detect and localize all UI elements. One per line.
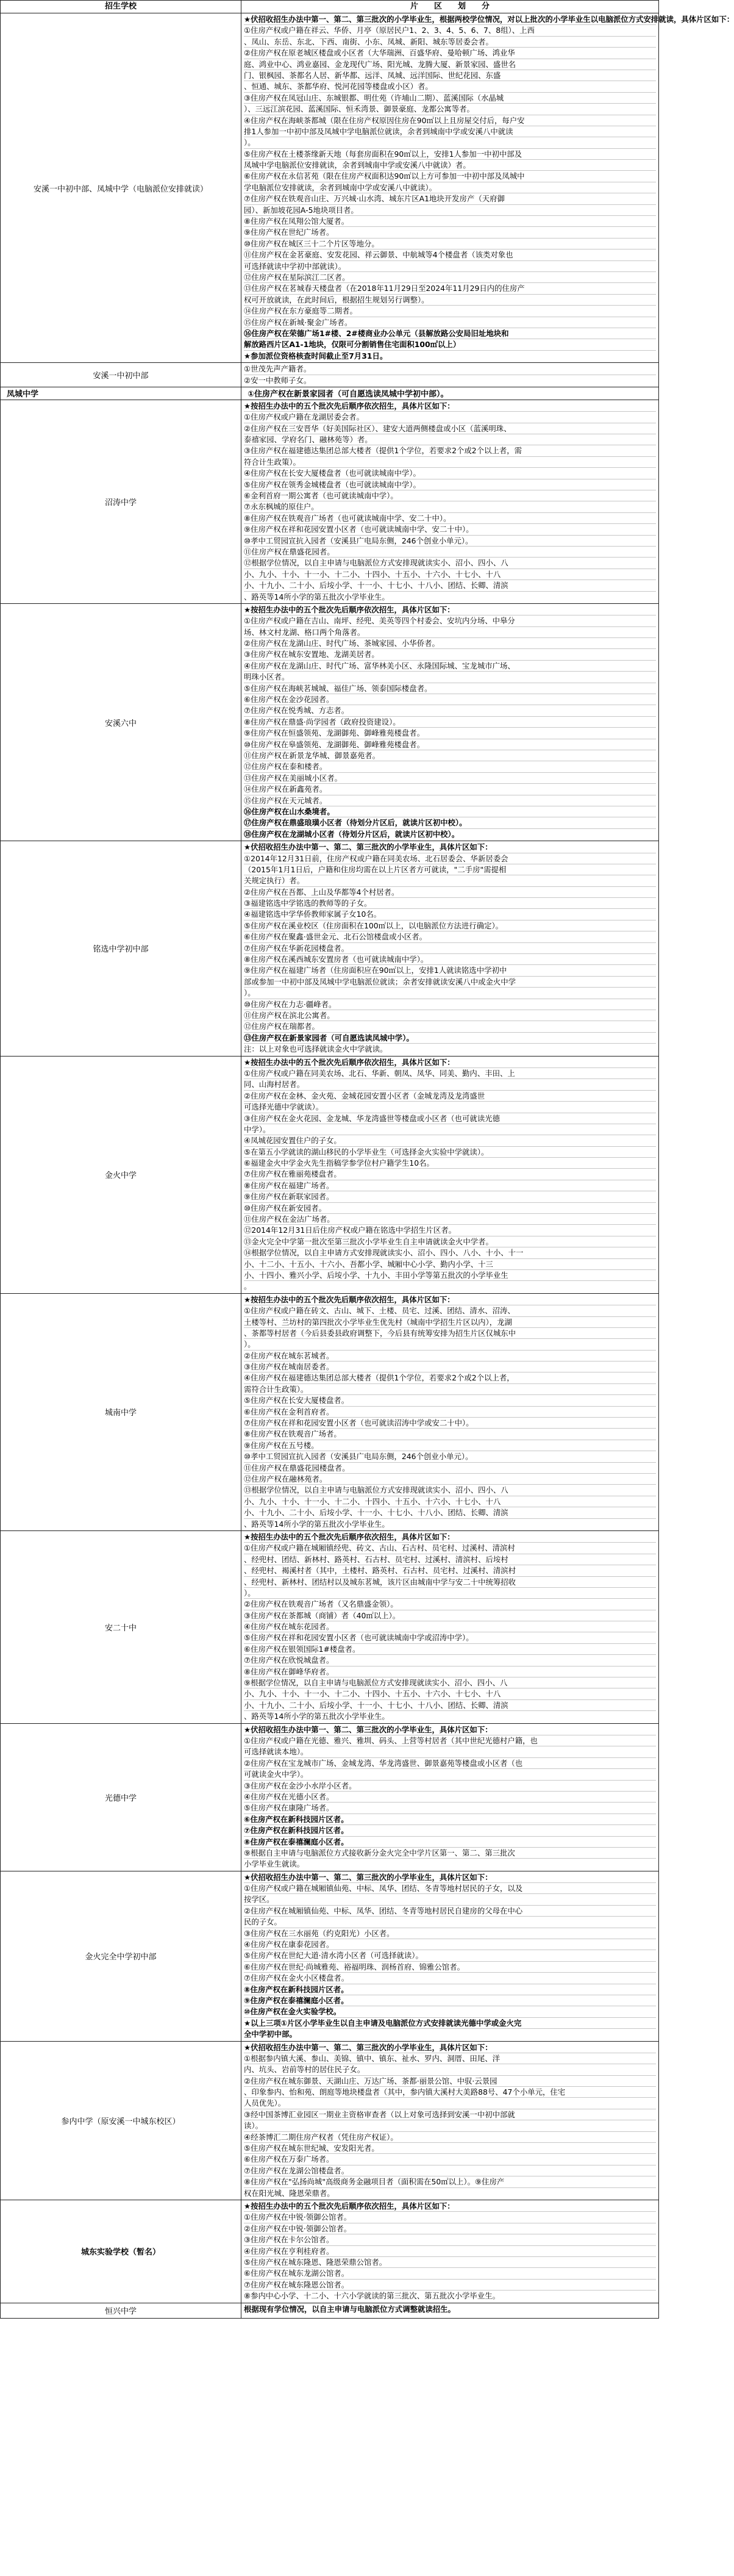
- district-line: ⑧住房产权在新科技园片区者。: [244, 1984, 656, 1995]
- district-line: ⑧住房产权在鼎盛·尚学园者（政府投资建设）。: [244, 717, 656, 728]
- district-line: ⑥住房产权在金沙花园者。: [244, 694, 656, 705]
- district-line: 凤城中学电脑派位安排就读，余者到城南中学或安溪八中就读）者。: [244, 160, 656, 171]
- section-district-text: ①住房产权在新景家园者（可自愿选读凤城中学初中部）。: [241, 387, 659, 400]
- district-line: ③经中国茶博汇业园区一期业主资格审查者（以上对象可选择到安溪一中初中部就: [244, 2109, 656, 2120]
- district-line: ★按招生办法中的五个批次先后顺序依次招生，具体片区如下：: [244, 2201, 656, 2212]
- district-cell: [241, 841, 659, 1056]
- district-line: 权可开放就读，在此时间后，根据招生规划另行调整）。: [244, 295, 656, 306]
- district-line: ⑦住房产权在城东隆恩公馆者。: [244, 2280, 656, 2291]
- school-name: 沼涛中学: [1, 400, 241, 603]
- district-line: 内、坑头、岩前等村的居住民子女。: [244, 2064, 656, 2075]
- district-line: 按学区。: [244, 1894, 656, 1905]
- district-line: 排1人参加一中初中部及凤城中学电脑派位就读，余者到城南中学或安溪八中就读: [244, 126, 656, 137]
- district-line: ⑪住房产权在鼎盛花园楼盘者。: [244, 1463, 656, 1474]
- district-line: 、凤山、东岳、东北、下西、南街、小东、凤城、新阳、城东等居委会者。: [244, 37, 656, 48]
- district-line: ⑫住房产权在瑞都者。: [244, 1021, 656, 1032]
- school-name: 光德中学: [1, 1723, 241, 1871]
- district-line: ⑦住房产权在悦秀城、方志者。: [244, 705, 656, 716]
- district-line: ⑨住房产权在新联家园者。: [244, 1191, 656, 1202]
- district-line: ⑮住房产权在天元城者。: [244, 795, 656, 806]
- district-line: ★伏招收招生办法中第一、第二、第三批次的小学毕业生，具体片区如下：: [244, 1872, 656, 1883]
- school-name: 铭选中学初中部: [1, 841, 241, 1056]
- district-line: ）。: [244, 137, 656, 148]
- table-row: [1, 2303, 659, 2318]
- district-line: ①住房产权或户籍在砖文、古山、城下、土楼、员宅、过溪、团结、清水、沼涛、: [244, 1305, 656, 1316]
- district-line: ⑧住房产权在凤翔公馆大厦者。: [244, 216, 656, 227]
- district-line: ⑩孝中工贸园宣抗入园者（安溪县广电局东侧，246个创业小单元）。: [244, 536, 656, 547]
- district-line: 、路英等14所小学的第五批次小学毕业生。: [244, 1712, 390, 1721]
- district-line: ⑫住房产权在泰和楼者。: [244, 761, 656, 772]
- school-name: 安溪一中初中部: [1, 363, 241, 387]
- district-line: ②住房产权在吾都、上山及华都等4个村居者。: [244, 887, 656, 898]
- table-row: [1, 841, 659, 1056]
- district-line: ★参加派位资格核查时间截止至7月31日。: [244, 351, 388, 361]
- table-row: [1, 1723, 659, 1871]
- school-name: 金火中学: [1, 1056, 241, 1293]
- district-line: ③住房产权在金火花园、金龙城、华龙湾盛世等楼盘或小区者（也可就读光德: [244, 1113, 656, 1124]
- school-name: 安溪六中: [1, 603, 241, 841]
- district-line: ①住房产权或户籍在城厢镇仙苑、中标、凤华、团结、冬青等地村居民的子女，以及: [244, 1883, 656, 1894]
- header-district: 片 区 划 分: [241, 1, 659, 13]
- district-line: ★以上三项①片区小学毕业生以自主申请及电脑派位方式安排就读光德中学或金火完: [244, 2018, 656, 2029]
- table-header-row: [1, 1, 659, 13]
- district-line: ★按招生办法中的五个批次先后顺序依次招生，具体片区如下：: [244, 1532, 656, 1543]
- district-cell: [241, 2303, 659, 2318]
- district-line: ①世茂先声产籍者。: [244, 364, 656, 375]
- district-line: ②住房产权在宝龙城市广场、金城龙湾、华龙湾盛世、御景嘉苑等楼盘或小区者（也: [244, 1758, 656, 1769]
- district-line: 民的子女。: [244, 1917, 656, 1928]
- district-line: ④住房产权在海峡茶都城（限在住房产权原因住房在90㎡以上且房屋交付后，每户安: [244, 115, 656, 126]
- district-line: ⑨根据自主申请与电脑派位方式接收新分金火完全中学片区第一、第二、第三批次: [244, 1848, 656, 1859]
- district-line: 土楼等村、兰坊村的第四批次小学毕业生优先村（城南中学招生片区以内），龙湖: [244, 1317, 656, 1328]
- district-line: （2015年1月1日后，户籍和住房均需在以上片区者方可就读，"二手房"需提相: [244, 864, 656, 875]
- district-line: ⑤住房产权在世纪大道·清水湾小区者（可选择就读）。: [244, 1950, 656, 1961]
- school-name: 城南中学: [1, 1293, 241, 1530]
- district-cell: [241, 1293, 659, 1530]
- district-line: ④住房产权在亨利桂府者。: [244, 2246, 656, 2257]
- district-line: ①住房产权在中锐·领御公馆者。: [244, 2212, 656, 2223]
- district-line: ）、三远江滨花园、蓝溪国际、恒禾湾景、御景豪庭、龙都公寓等者。: [244, 104, 656, 115]
- district-line: ⑧住房产权在福建广场者。: [244, 1180, 656, 1191]
- district-line: ④住房产权在龙湖山庄、时代广场、富华林美小区、永隆国际城、宝龙城市广场、: [244, 661, 656, 672]
- header-school: 招生学校: [1, 1, 241, 13]
- district-line: 、路英等14所小学的第五批次小学毕业生。: [244, 592, 390, 601]
- district-line: 、印象参内、怡和苑、朗庭等地块楼盘者（其中，参内镇大溪村大美路88号、47个小单元，住宅: [244, 2087, 656, 2098]
- district-line: ⑬金火完全中学第一批次至第三批次小学毕业生自主申请就读金火中学者。: [244, 1236, 656, 1247]
- district-line: ②安一中教师子女。: [244, 375, 312, 385]
- district-line: 可选择光德中学就读）。: [244, 1102, 656, 1113]
- district-line: ⑨根据学位情况，以自主申请与电脑派位方式安排现就读实小、沼小、四小、八: [244, 1677, 656, 1688]
- district-line: ⑥住房产权在金利首府者。: [244, 1407, 656, 1418]
- district-line: ③住房产权在卡尔公馆者。: [244, 2234, 656, 2245]
- table-row: [1, 1293, 659, 1530]
- district-line: 小、十九小、二十小、后垵小学、十一小、十七小、十八小、团结、长卿、清滨: [244, 1507, 656, 1518]
- district-line: ④福建铭选中学华侨教师家属子女10名。: [244, 909, 656, 920]
- district-line: ⑯住房产权在荣德广场1#楼、2#楼商业办公单元（县解放路公安局旧址地块和: [244, 328, 656, 339]
- district-line: ④住房产权在长安大厦楼盘者（也可就读城南中学）。: [244, 468, 656, 479]
- district-line: 明珠小区者。: [244, 672, 656, 683]
- district-line: ⑦住房产权在欣悦城盘者。: [244, 1655, 656, 1666]
- district-cell: [241, 1056, 659, 1293]
- section-school-name: 凤城中学: [1, 387, 241, 400]
- district-line: ⑦永东枫城的原住户。: [244, 501, 656, 512]
- district-line: 全中学初中部。: [244, 2029, 297, 2039]
- district-line: ）。: [244, 1588, 656, 1599]
- district-line: ⑱住房产权在龙湖城小区者（待划分片区后，就读片区初中校）。: [244, 829, 460, 839]
- district-line: ⑭根据学位情况，以自主申请方式安排现就读实小、沼小、四小、八小、十小、十一: [244, 1247, 656, 1258]
- district-line: 部或参加一中初中部及凤城中学电脑派位就读；余者安排就读安溪八中或金火中学: [244, 977, 656, 988]
- table-row: [1, 13, 659, 363]
- district-line: ②住房产权在铁观音广场者（又名鼎盛金领）。: [244, 1599, 656, 1610]
- table-row: [1, 1056, 659, 1293]
- district-line: 根据现有学位情况，以自主申请与电脑派位方式调整就读招生。: [244, 2304, 455, 2314]
- district-line: ⑥住房产权在永信茗苑（限在住房产权面积达90㎡以上方可参加一中初中部及凤城中: [244, 171, 656, 182]
- district-line: ⑧住房产权在泰禧澜庭小区者。: [244, 1837, 656, 1848]
- district-line: 解放路西片区A1-1地块，仅限可分割销售住宅面积100㎡以上）: [244, 339, 656, 350]
- district-line: 、经兜村、褐溪村者（其中，土楼村、路英村、石古村、员宅村、过溪村、清滨村: [244, 1565, 656, 1576]
- district-line: ⑥住房产权在万泰广场者。: [244, 2154, 656, 2165]
- district-line: ③住房产权在三水丽苑（约克阳光）小区者。: [244, 1928, 656, 1939]
- district-cell: [241, 400, 659, 603]
- district-line: ⑪住房产权在新景龙华城、御景嘉苑者。: [244, 750, 656, 761]
- district-line: 小、十二小、十五小、十六小、吾都小学、城厢中心小学、勤内小学、十三: [244, 1259, 656, 1270]
- district-line: 场、林文村龙湖、格口两个角落者。: [244, 627, 656, 638]
- district-line: ④住房产权在光德小区者。: [244, 1792, 656, 1803]
- district-line: ⑫2014年12月31日后住房产权或户籍在铭选中学招生片区者。: [244, 1225, 656, 1236]
- district-cell: [241, 1871, 659, 2041]
- district-cell: [241, 13, 734, 363]
- district-line: ②住房产权在原老城区楼盘或小区者（大华瑞洲、百盛华府、曼哈顿广场、鸿业华: [244, 48, 656, 59]
- district-line: ⑥住房产权在世纪·尚城雅苑、裕福明珠、润杨首府、锦雅公馆者。: [244, 1962, 656, 1973]
- district-line: ②住房产权在中锐·领御公馆者。: [244, 2223, 656, 2234]
- district-line: ⑧住房产权在御峰华府者。: [244, 1667, 656, 1677]
- district-line: ⑥住房产权在城东龙湖公馆者。: [244, 2268, 656, 2279]
- district-line: ★按招生办法中的五个批次先后顺序依次招生，具体片区如下：: [244, 1294, 656, 1305]
- table-row: [1, 363, 659, 387]
- district-line: ⑦住房产权在新科技园片区者。: [244, 1825, 656, 1836]
- district-line: ③住房产权在茶都城（商铺）者（40㎡以上）。: [244, 1610, 656, 1621]
- district-line: 园）、新加坡花园A-5地块项目者。: [244, 205, 656, 216]
- district-line: ①根据参内镇大溪、参山、美锦、镇中、镇东、祉水、罗内、洞厝、田尾、洋: [244, 2053, 656, 2064]
- district-line: ⑪住房产权在金茗豪庭、安发花园、祥云御景、中航城等4个楼盘者（该类对象也: [244, 249, 656, 260]
- district-line: 小、九小、十小、十一小、十二小、十四小、十五小、十六小、十七小、十八: [244, 1688, 656, 1699]
- district-line: ⑭住房产权在新鑫苑者。: [244, 784, 656, 795]
- school-name: 恒兴中学: [1, 2303, 241, 2318]
- district-line: ⑨住房产权在五号楼。: [244, 1440, 656, 1451]
- district-line: ⑫住房产权在星际滨江二区者。: [244, 272, 656, 283]
- district-line: ②住房产权在三安晋华（好美国际社区）、建安大道两侧楼盘或小区（蓝溪明珠、: [244, 423, 656, 434]
- district-line: ①住房产权或户籍在光德、雅兴、雅圳、码头、上营等村居者（其中世纪光德村户籍，也: [244, 1735, 656, 1746]
- district-line: ⑩住房产权在城区三十二个片区等地分。: [244, 239, 656, 249]
- district-line: ⑬住房产权在美丽城小区者。: [244, 773, 656, 784]
- district-line: ②住房产权在城厢镇仙苑、中标、凤华、团结、冬青等地村居民自建房的父母在中心: [244, 1906, 656, 1917]
- district-line: 学电脑派位安排就读，余者到城南中学或安溪八中就读）。: [244, 182, 656, 193]
- school-name: 城东实验学校（暂名）: [1, 2200, 241, 2303]
- district-line: ⑤住房产权在领秀金城楼盘者（也可就读城南中学）。: [244, 479, 656, 490]
- district-line: ⑦住房产权在金火小区楼盘者。: [244, 1973, 656, 1984]
- district-line: ①住房产权或户籍在城厢镇经兜、砖文、古山、石古村、员宅村、过溪村、清滨村: [244, 1543, 656, 1554]
- district-line: ⑧参内中心小学、十二小、十六小学就读的第三批次、第五批次小学毕业生。: [244, 2291, 500, 2301]
- district-line: ④住房产权在福建德达集团总部大楼者（提供1个学位，若要求2个或2个以上者，: [244, 1372, 656, 1383]
- district-line: ⑧住房产权在溪西城东安置房者（也可就读城南中学）。: [244, 954, 656, 965]
- district-line: ⑰住房产权在鼎盛琅璜小区者（待划分片区后，就读片区初中校）。: [244, 817, 656, 828]
- district-line: ⑤住房产权在城东世纪城、安发阳光者。: [244, 2143, 656, 2154]
- district-line: ⑤住房产权在溪业校区（住房面积在100㎡以上，以电脑派位方法进行确定）。: [244, 920, 656, 931]
- district-line: ⑩孝中工贸园宣抗入园者（安溪县广电局东侧，246个创业小单元）。: [244, 1451, 656, 1462]
- district-line: ③住房产权在福建德达集团总部大楼者（提供1个学位，若要求2个或2个以上者，需: [244, 445, 656, 456]
- district-line: 、恒通、城东、茶都华府、悦河花园等楼盘或小区）者。: [244, 81, 656, 92]
- district-line: 小、十九小、二十小、后垵小学、十一小、十七小、十八小、团结、长卿、清滨: [244, 1700, 656, 1711]
- district-line: 泰禧家园、学府名门、融林苑等）者。: [244, 434, 656, 445]
- district-line: ③住房产权在城南居委者。: [244, 1362, 656, 1372]
- district-line: ★按招生办法中的五个批次先后顺序依次招生，具体片区如下：: [244, 1057, 656, 1068]
- district-line: ⑥住房产权在银领国际1#楼盘者。: [244, 1644, 656, 1655]
- district-line: ⑩住房产权在力志·疆峰者。: [244, 999, 656, 1010]
- table-row: [1, 1871, 659, 2041]
- school-name: 安二十中: [1, 1530, 241, 1723]
- district-line: ⑯住房产权在山水桑境者。: [244, 806, 656, 817]
- table-row: [1, 603, 659, 841]
- district-line: ⑧住房产权在铁观音广场者。: [244, 1429, 656, 1440]
- table-row: [1, 1530, 659, 1723]
- district-line: ③住房产权在金沙小水岸小区者。: [244, 1781, 656, 1792]
- district-line: ⑫根据学位情况，以自主申请与电脑派位方式安排现就读实小、沼小、四小、八: [244, 558, 656, 569]
- table-row: [1, 2041, 659, 2200]
- district-cell: [241, 363, 659, 387]
- district-line: ★按招生办法中的五个批次先后顺序依次招生，具体片区如下：: [244, 605, 656, 615]
- district-line: ①住房产权或户籍在同美农场、北石、华新、朝凤、凤华、同美、勤内、丰田、上: [244, 1068, 656, 1079]
- district-line: ④住房产权在城东花园者。: [244, 1621, 656, 1632]
- district-line: ★伏招收招生办法中第一、第二、第三批次的小学毕业生，具体片区如下：: [244, 2042, 656, 2053]
- district-line: ②住房产权在金林、金火苑、金城花园安置小区者（金城龙湾及龙湾盛世: [244, 1091, 656, 1102]
- district-line: ⑮住房产权在新城·聚金广场者。: [244, 317, 656, 328]
- district-line: ⑦住房产权在祥和花园安置小区者（也可就读沼涛中学或安二十中）。: [244, 1418, 656, 1429]
- table-row: [1, 2200, 659, 2303]
- district-line: 、经兜村、新林村、团结村以及城东茗城，该片区由城南中学与安二十中统筹招收: [244, 1577, 656, 1588]
- school-name: 金火完全中学初中部: [1, 1871, 241, 2041]
- district-line: ②住房产权在城东茗城者。: [244, 1351, 656, 1362]
- district-line: ⑤住房产权在土楼茶缘新天地（每套房面积在90㎡以上，安排1人参加一中初中部及: [244, 149, 656, 160]
- district-line: 读）。: [244, 2120, 656, 2131]
- district-line: ①住房产权或户籍在吉山、南坪、经兜、美英等四个村委会、安坑内分场、中皋分: [244, 615, 656, 626]
- district-line: 可选择就读本地）。: [244, 1746, 656, 1757]
- section-header-row: [1, 387, 659, 400]
- district-line: ①2014年12月31日前，住房产权或户籍在同美农场、北石居委会、华新居委会: [244, 853, 656, 864]
- district-line: 可就读金火中学）。: [244, 1769, 656, 1780]
- district-line: 需符合计生政策）。: [244, 1384, 656, 1395]
- district-line: ⑪住房产权在滨北公寓者。: [244, 1010, 656, 1021]
- district-line: ⑩住房产权在新安园者。: [244, 1203, 656, 1214]
- district-line: ）。: [244, 1339, 656, 1350]
- district-line: 中学）。: [244, 1124, 656, 1135]
- district-line: 、茶都等村居者（今后县委县政府调整下，今后县有统筹安排为招生片区仅城东中: [244, 1328, 656, 1339]
- district-line: ）。: [244, 988, 656, 999]
- district-line: ④凤城花园安置住户的子女。: [244, 1135, 656, 1146]
- district-line: 、路英等14所小学的第五批次小学毕业生。: [244, 1519, 390, 1529]
- district-line: ⑨住房产权在祥和花园安置小区者（也可就读城南中学、安二十中）。: [244, 524, 656, 535]
- district-line: ⑨住房产权在世纪广场者。: [244, 227, 656, 238]
- district-line: 注：以上对象也可选择就读金火中学就读。: [244, 1044, 388, 1054]
- district-line: ⑥金利首府一期公寓者（也可就读城南中学）。: [244, 490, 656, 501]
- district-cell: [241, 1723, 659, 1871]
- district-line: ⑨住房产权在泰禧澜庭小区者。: [244, 1995, 656, 2006]
- district-line: 小、九小、十小、十一小、十二小、十四小、十五小、十六小、十七小、十八: [244, 1496, 656, 1507]
- district-line: 门、银枫园、茶都名人居、新华都、远洋、凤城、远洋国际、世纪花园、东盛: [244, 70, 656, 81]
- district-line: ⑥福建金火中学金火先生指稿学参学位村户籍学生10名。: [244, 1158, 656, 1169]
- district-line: 、经兜村、团结、新林村、路英村、石古村、员宅村、过溪村、清滨村、后垵村: [244, 1554, 656, 1565]
- district-line: ⑦住房产权在龙湖公馆楼盘者。: [244, 2165, 656, 2176]
- district-line: ★伏招收招生办法中第一、第二、第三批次的小学毕业生，具体片区如下：: [244, 842, 656, 853]
- district-line: ⑧住房产权在铁观音广场者（也可就读城南中学、安二十中）。: [244, 513, 656, 524]
- district-line: ★按招生办法中的五个批次先后顺序依次招生，具体片区如下：: [244, 401, 656, 412]
- district-line: 小、九小、十小、十一小、十二小、十四小、十五小、十六小、十七小、十八: [244, 569, 656, 580]
- district-line: ⑤住房产权在海峡茗城城、福佳广场、领泰国际楼盘者。: [244, 683, 656, 694]
- district-line: ⑨住房产权在福建广场者（住房面积应在90㎡以上，安排1人就读铭选中学初中: [244, 965, 656, 976]
- district-line: ③住房产权在凤冠山庄、东城银都、明仕苑（许埔山二期）、蓝溪国际（水晶城: [244, 93, 656, 104]
- district-line: ②住房产权在城东御景、天湖山庄、万达广场、茶都·丽景公馆、中驭·云景园: [244, 2076, 656, 2087]
- district-line: ⑤住房产权在城东隆恩、隆恩荣鼎公馆者。: [244, 2257, 656, 2268]
- district-line: ④经茶博汇二期住房产权者（凭住房产权证）。: [244, 2132, 656, 2143]
- district-line: 小学毕业生就读。: [244, 1859, 305, 1869]
- table-row: [1, 400, 659, 603]
- district-cell: [241, 2200, 659, 2303]
- district-line: 小、十九小、二十小、后垵小学、十一小、十七小、十八小、团结、长卿、清滨: [244, 580, 656, 591]
- district-line: ⑥住房产权在聚鑫·盛世金元、北石公馆楼盘或小区者。: [244, 931, 656, 942]
- district-cell: [241, 603, 659, 841]
- district-line: 可选择就读中学初中部就读）。: [244, 261, 656, 272]
- district-cell: [241, 2041, 659, 2200]
- table-body: [1, 13, 734, 2319]
- district-line: ⑤住房产权在祥和花园安置小区者（也可就读城南中学或沼涛中学）。: [244, 1632, 656, 1643]
- district-line: ②住房产权在龙湖山庄、时代广场、茶城家园、小华侨者。: [244, 638, 656, 649]
- district-line: ⑩住房产权在皋盛领苑、龙湖御苑、御峰雅苑楼盘者。: [244, 739, 656, 750]
- school-name: 安溪一中初中部、凤城中学（电脑派位安排就读）: [1, 13, 241, 363]
- district-line: 同、山海村居者。: [244, 1079, 656, 1090]
- district-line: 权在阳光城、隆恩荣鼎者。: [244, 2188, 335, 2198]
- district-line: ⑤住房产权在长安大厦楼盘者。: [244, 1395, 656, 1406]
- district-line: ⑧住房产权在"弘扬尚城"高级商务金融项目者（面积需在50㎡以上）。⑨住房产: [244, 2176, 656, 2187]
- district-line: ★伏招收招生办法中第一、第二、第三批次的小学毕业生，根据两校学位情况，对以上批次的小学毕业生以电脑派位方式安排就读，具体片区如下：: [244, 14, 656, 25]
- district-line: 庭、鸿业中心、鸿业嘉园、金龙现代广场、阳光城、龙腾大厦、新景家园、盛世名: [244, 59, 656, 70]
- district-line: ③福建铭选中学铭选的教师等的子女。: [244, 898, 656, 909]
- district-line: ⑬根据学位情况，以自主申请与电脑派位方式安排现就读实小、沼小、四小、八: [244, 1485, 656, 1496]
- district-line: ③住房产权在城东安置地、龙湖美居者。: [244, 649, 656, 660]
- district-line: ⑤在第五小学就读的湖山移民的小学毕业生（可选择金火实验中学就读）。: [244, 1147, 656, 1158]
- district-line: 人员优先）。: [244, 2098, 656, 2109]
- district-line: ①住房产权或户籍在龙湖居委会者。: [244, 412, 656, 423]
- district-line: ★伏招收招生办法中第一、第二、第三批次的小学毕业生，具体片区如下：: [244, 1724, 656, 1735]
- district-line: ④住房产权在康泰花园者。: [244, 1939, 656, 1950]
- district-line: ①住房产权或户籍在祥云、华侨、月亭（原居民户1、2、3、4、5、6、7、8组）、上西: [244, 25, 656, 36]
- district-line: ⑩住房产权在金火实验学校。: [244, 2006, 656, 2017]
- district-line: ⑨住房产权在恒盛领苑、龙湖御苑、御峰雅苑楼盘者。: [244, 728, 656, 739]
- district-line: 关规定执行）者。: [244, 875, 656, 886]
- district-line: ⑫住房产权在融林苑者。: [244, 1474, 656, 1485]
- district-line: ⑦住房产权在雅丽苑楼盘者。: [244, 1169, 656, 1180]
- district-line: ⑤住房产权在康隆广场者。: [244, 1803, 656, 1814]
- district-line: 小、十四小、雅兴小学、后垵小学、十九小、丰田小学等第五批次的小学毕业生: [244, 1270, 656, 1281]
- district-line: ⑥住房产权在新科技园片区者。: [244, 1814, 656, 1825]
- district-line: ⑦住房产权在铁观音山庄、万兴城·山水湾、城东片区A1地块开发房产（天府御: [244, 193, 656, 204]
- district-line: ⑪住房产权在金沽广场者。: [244, 1214, 656, 1225]
- district-line: 。: [244, 1282, 252, 1291]
- district-line: 符合计生政策）。: [244, 457, 656, 468]
- district-line: ⑬住房产权在新景家园者（可自愿选读凤城中学）。: [244, 1033, 656, 1044]
- district-cell: [241, 1530, 659, 1723]
- district-line: ⑦住房产权在华新花园楼盘者。: [244, 943, 656, 954]
- district-line: ⑭住房产权在东方豪庭等二期者。: [244, 306, 656, 317]
- district-line: ⑪住房产权在鼎盛花园者。: [244, 547, 656, 558]
- school-name: 参内中学（原安溪一中城东校区）: [1, 2041, 241, 2200]
- district-line: ⑬住房产权在茗城春天楼盘者（在2018年11月29日至2024年11月29日内的住房产: [244, 283, 656, 294]
